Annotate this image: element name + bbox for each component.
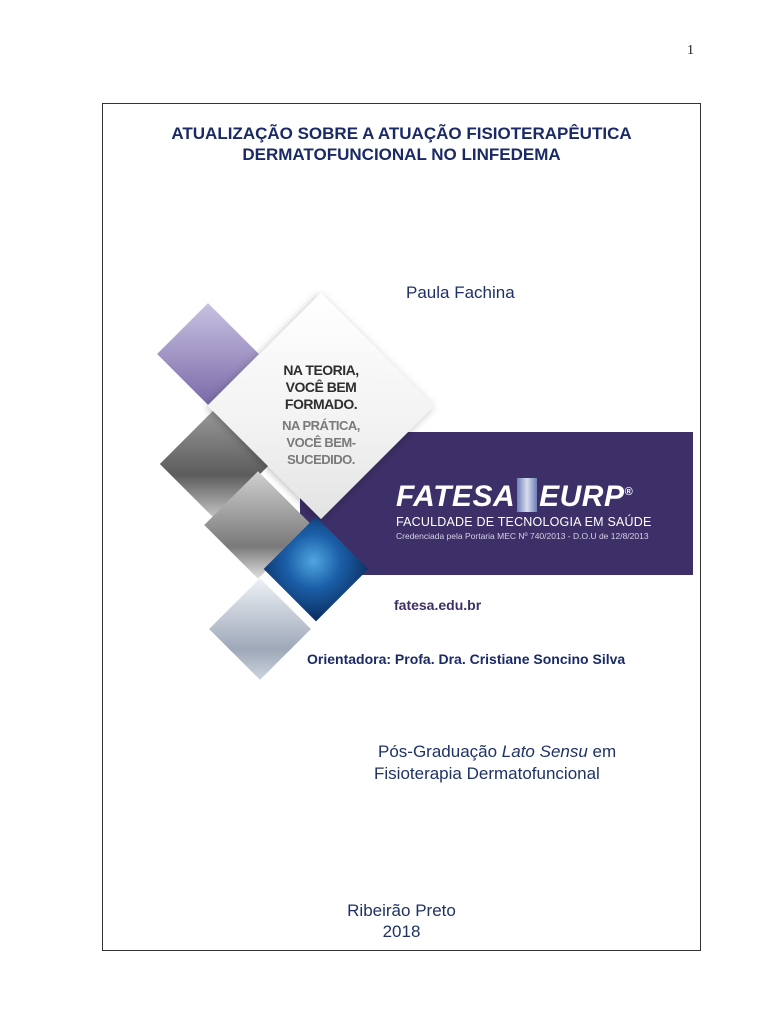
city-name: Ribeirão Preto [347,901,456,920]
year: 2018 [382,922,421,941]
brand-logo [396,478,633,514]
course-line-2: Fisioterapia Dermatofuncional [374,764,600,783]
title-line-2: DERMATOFUNCIONAL NO LINFEDEMA [242,145,561,164]
course-suffix: em [587,742,617,761]
title-line-1: ATUALIZAÇÃO SOBRE A ATUAÇÃO FISIOTERAPÊUTICA [171,124,632,143]
slogan-line-2: VOCÊ BEM FORMADO. [284,379,358,412]
brand-credential: Credenciada pela Portaria MEC Nº 740/2013 - D.O.U de 12/8/2013 [396,531,649,541]
course-prefix: Pós-Graduação [378,742,502,761]
brand-subtitle: FACULDADE DE TECNOLOGIA EM SAÚDE [396,515,652,529]
slogan-line-1: NA TEORIA, [283,362,359,378]
page-number: 1 [687,43,694,58]
website-url: fatesa.edu.br [394,597,482,613]
slogan-line-3: NA PRÁTICA, [282,418,360,433]
registered-mark: ® [624,486,634,498]
course-name [374,741,616,785]
advisor-name: Orientadora: Profa. Dra. Cristiane Soncino Silva [307,651,626,667]
author-name: Paula Fachina [406,283,515,302]
brand-emblem-icon [517,478,537,512]
brand-left: FATESA [396,480,516,513]
document-title [102,123,701,165]
slogan-text [256,362,386,468]
course-italic: Lato Sensu [501,742,588,761]
brand-right: EURP [539,480,625,513]
location-block [102,900,701,942]
slogan-line-4: VOCÊ BEM-SUCEDIDO. [286,435,356,467]
